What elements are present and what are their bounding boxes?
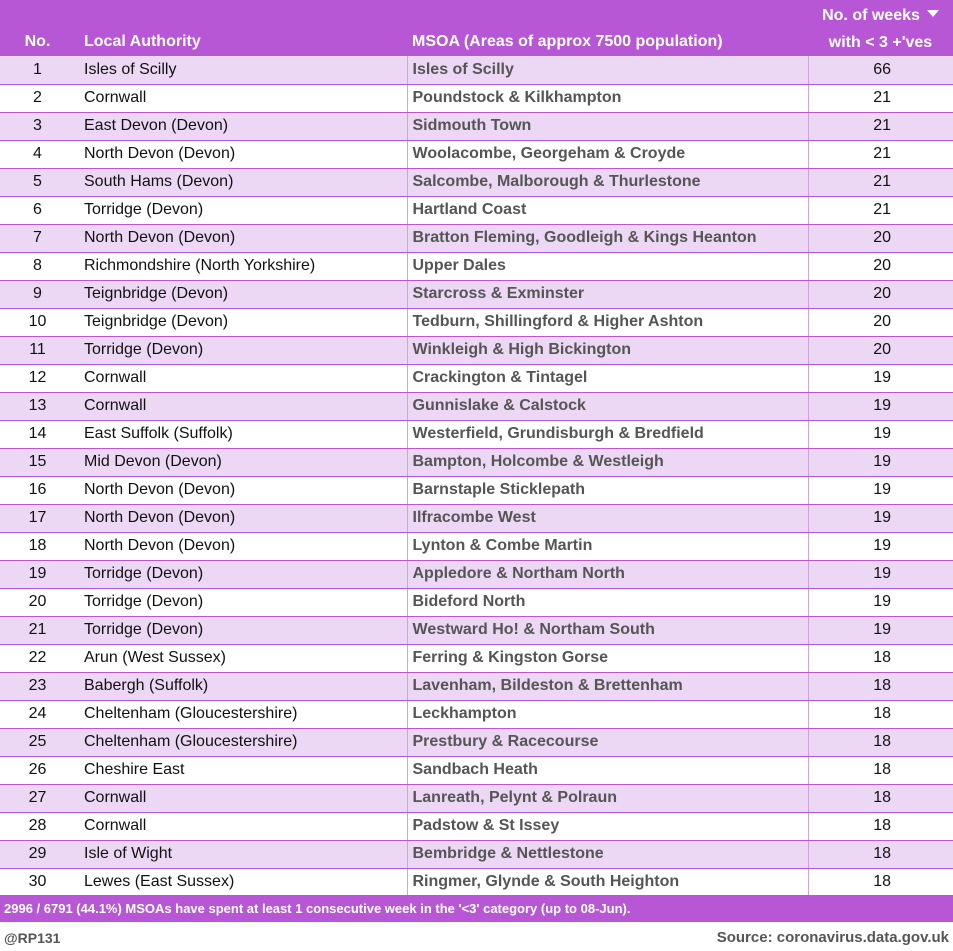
- table-row: [0, 308, 953, 336]
- weeks-cell: 18: [808, 644, 953, 672]
- weeks-cell: 19: [808, 420, 953, 448]
- local-authority-cell: Cheshire East: [75, 756, 407, 784]
- msoa-cell: Lanreath, Pelynt & Polraun: [407, 784, 808, 812]
- row-number: 4: [0, 140, 75, 168]
- weeks-cell: 21: [808, 168, 953, 196]
- row-number: 8: [0, 252, 75, 280]
- local-authority-cell: Lewes (East Sussex): [75, 868, 407, 896]
- msoa-cell: Ilfracombe West: [407, 504, 808, 532]
- msoa-cell: Lynton & Combe Martin: [407, 532, 808, 560]
- local-authority-cell: Cheltenham (Gloucestershire): [75, 728, 407, 756]
- weeks-header-line2: with < 3 +'ves: [828, 34, 933, 51]
- msoa-cell: Prestbury & Racecourse: [407, 728, 808, 756]
- msoa-cell: Appledore & Northam North: [407, 560, 808, 588]
- column-header-weeks[interactable]: [808, 0, 953, 56]
- table-row: [0, 224, 953, 252]
- weeks-cell: 18: [808, 728, 953, 756]
- msoa-cell: Salcombe, Malborough & Thurlestone: [407, 168, 808, 196]
- row-number: 18: [0, 532, 75, 560]
- local-authority-cell: North Devon (Devon): [75, 476, 407, 504]
- table-row: [0, 336, 953, 364]
- table-row: [0, 476, 953, 504]
- row-number: 1: [0, 56, 75, 84]
- msoa-cell: Leckhampton: [407, 700, 808, 728]
- row-number: 9: [0, 280, 75, 308]
- table-row: [0, 448, 953, 476]
- msoa-cell: Sidmouth Town: [407, 112, 808, 140]
- local-authority-cell: Teignbridge (Devon): [75, 280, 407, 308]
- table-row: [0, 728, 953, 756]
- row-number: 12: [0, 364, 75, 392]
- weeks-cell: 18: [808, 672, 953, 700]
- table-row: [0, 112, 953, 140]
- weeks-cell: 19: [808, 392, 953, 420]
- local-authority-cell: South Hams (Devon): [75, 168, 407, 196]
- source-credit: Source: coronavirus.data.gov.uk: [716, 929, 949, 946]
- msoa-cell: Ferring & Kingston Gorse: [407, 644, 808, 672]
- column-header-local-authority[interactable]: Local Authority: [84, 33, 201, 50]
- row-number: 10: [0, 308, 75, 336]
- weeks-cell: 19: [808, 476, 953, 504]
- local-authority-cell: Teignbridge (Devon): [75, 308, 407, 336]
- msoa-cell: Bembridge & Nettlestone: [407, 840, 808, 868]
- local-authority-cell: Cornwall: [75, 392, 407, 420]
- weeks-cell: 66: [808, 56, 953, 84]
- msoa-cell: Sandbach Heath: [407, 756, 808, 784]
- weeks-cell: 20: [808, 308, 953, 336]
- weeks-cell: 18: [808, 812, 953, 840]
- table-row: [0, 196, 953, 224]
- weeks-cell: 21: [808, 84, 953, 112]
- weeks-cell: 21: [808, 112, 953, 140]
- local-authority-cell: East Devon (Devon): [75, 112, 407, 140]
- header-row: [0, 0, 953, 56]
- row-number: 14: [0, 420, 75, 448]
- local-authority-cell: Torridge (Devon): [75, 588, 407, 616]
- column-header-msoa[interactable]: MSOA (Areas of approx 7500 population): [412, 33, 723, 50]
- table-row: [0, 84, 953, 112]
- row-number: 17: [0, 504, 75, 532]
- msoa-cell: Winkleigh & High Bickington: [407, 336, 808, 364]
- table-row: [0, 644, 953, 672]
- weeks-cell: 18: [808, 756, 953, 784]
- weeks-cell: 20: [808, 336, 953, 364]
- msoa-cell: Bideford North: [407, 588, 808, 616]
- column-header-no[interactable]: No.: [24, 33, 51, 50]
- local-authority-cell: East Suffolk (Suffolk): [75, 420, 407, 448]
- local-authority-cell: North Devon (Devon): [75, 140, 407, 168]
- msoa-cell: Lavenham, Bildeston & Brettenham: [407, 672, 808, 700]
- table-row: [0, 812, 953, 840]
- msoa-cell: Bampton, Holcombe & Westleigh: [407, 448, 808, 476]
- local-authority-cell: Cornwall: [75, 812, 407, 840]
- weeks-cell: 19: [808, 364, 953, 392]
- local-authority-cell: Torridge (Devon): [75, 196, 407, 224]
- local-authority-cell: Torridge (Devon): [75, 616, 407, 644]
- row-number: 23: [0, 672, 75, 700]
- row-number: 29: [0, 840, 75, 868]
- msoa-cell: Hartland Coast: [407, 196, 808, 224]
- row-number: 22: [0, 644, 75, 672]
- table-row: [0, 280, 953, 308]
- author-handle: @RP131: [4, 930, 61, 946]
- weeks-cell: 18: [808, 784, 953, 812]
- row-number: 26: [0, 756, 75, 784]
- table-row: [0, 756, 953, 784]
- row-number: 13: [0, 392, 75, 420]
- row-number: 21: [0, 616, 75, 644]
- summary-footnote: 2996 / 6791 (44.1%) MSOAs have spent at least 1 consecutive week in the '<3' category (up to 08-Jun).: [0, 895, 953, 922]
- msoa-cell: Woolacombe, Georgeham & Croyde: [407, 140, 808, 168]
- weeks-cell: 19: [808, 532, 953, 560]
- table-row: [0, 784, 953, 812]
- local-authority-cell: North Devon (Devon): [75, 504, 407, 532]
- row-number: 5: [0, 168, 75, 196]
- table-row: [0, 532, 953, 560]
- table-row: [0, 560, 953, 588]
- msoa-cell: Ringmer, Glynde & South Heighton: [407, 868, 808, 896]
- table-row: [0, 140, 953, 168]
- table-row: [0, 364, 953, 392]
- weeks-cell: 18: [808, 700, 953, 728]
- local-authority-cell: Cornwall: [75, 84, 407, 112]
- row-number: 11: [0, 336, 75, 364]
- row-number: 15: [0, 448, 75, 476]
- row-number: 16: [0, 476, 75, 504]
- row-number: 30: [0, 868, 75, 896]
- msoa-cell: Westerfield, Grundisburgh & Bredfield: [407, 420, 808, 448]
- msoa-cell: Barnstaple Sticklepath: [407, 476, 808, 504]
- weeks-cell: 18: [808, 840, 953, 868]
- row-number: 2: [0, 84, 75, 112]
- table-row: [0, 840, 953, 868]
- row-number: 20: [0, 588, 75, 616]
- msoa-cell: Starcross & Exminster: [407, 280, 808, 308]
- local-authority-cell: Richmondshire (North Yorkshire): [75, 252, 407, 280]
- weeks-cell: 21: [808, 140, 953, 168]
- msoa-cell: Isles of Scilly: [407, 56, 808, 84]
- local-authority-cell: Cornwall: [75, 364, 407, 392]
- weeks-cell: 21: [808, 196, 953, 224]
- table-row: [0, 700, 953, 728]
- sort-descending-icon[interactable]: [927, 10, 939, 17]
- row-number: 19: [0, 560, 75, 588]
- table-row: [0, 420, 953, 448]
- row-number: 3: [0, 112, 75, 140]
- msoa-cell: Crackington & Tintagel: [407, 364, 808, 392]
- weeks-cell: 18: [808, 868, 953, 896]
- table-row: [0, 168, 953, 196]
- table-row: [0, 868, 953, 896]
- local-authority-cell: Torridge (Devon): [75, 336, 407, 364]
- local-authority-cell: Torridge (Devon): [75, 560, 407, 588]
- local-authority-cell: Isle of Wight: [75, 840, 407, 868]
- row-number: 25: [0, 728, 75, 756]
- row-number: 24: [0, 700, 75, 728]
- weeks-cell: 20: [808, 224, 953, 252]
- table-row: [0, 56, 953, 84]
- table-row: [0, 588, 953, 616]
- msoa-cell: Westward Ho! & Northam South: [407, 616, 808, 644]
- msoa-cell: Gunnislake & Calstock: [407, 392, 808, 420]
- row-number: 27: [0, 784, 75, 812]
- weeks-header-line1: No. of weeks: [808, 2, 953, 29]
- weeks-cell: 19: [808, 560, 953, 588]
- local-authority-cell: Cornwall: [75, 784, 407, 812]
- table-body: [0, 56, 953, 896]
- local-authority-cell: Isles of Scilly: [75, 56, 407, 84]
- local-authority-cell: Babergh (Suffolk): [75, 672, 407, 700]
- local-authority-cell: Arun (West Sussex): [75, 644, 407, 672]
- local-authority-cell: Cheltenham (Gloucestershire): [75, 700, 407, 728]
- msoa-cell: Bratton Fleming, Goodleigh & Kings Heanton: [407, 224, 808, 252]
- weeks-cell: 20: [808, 280, 953, 308]
- local-authority-cell: Mid Devon (Devon): [75, 448, 407, 476]
- weeks-cell: 19: [808, 504, 953, 532]
- row-number: 6: [0, 196, 75, 224]
- msoa-cell: Tedburn, Shillingford & Higher Ashton: [407, 308, 808, 336]
- msoa-cell: Upper Dales: [407, 252, 808, 280]
- local-authority-cell: North Devon (Devon): [75, 532, 407, 560]
- weeks-cell: 19: [808, 616, 953, 644]
- row-number: 28: [0, 812, 75, 840]
- local-authority-cell: North Devon (Devon): [75, 224, 407, 252]
- msoa-cell: Poundstock & Kilkhampton: [407, 84, 808, 112]
- weeks-cell: 20: [808, 252, 953, 280]
- table-header: [0, 0, 953, 56]
- table-row: [0, 252, 953, 280]
- weeks-cell: 19: [808, 588, 953, 616]
- msoa-cell: Padstow & St Issey: [407, 812, 808, 840]
- table-row: [0, 616, 953, 644]
- table-row: [0, 504, 953, 532]
- row-number: 7: [0, 224, 75, 252]
- table-row: [0, 392, 953, 420]
- table-row: [0, 672, 953, 700]
- weeks-cell: 19: [808, 448, 953, 476]
